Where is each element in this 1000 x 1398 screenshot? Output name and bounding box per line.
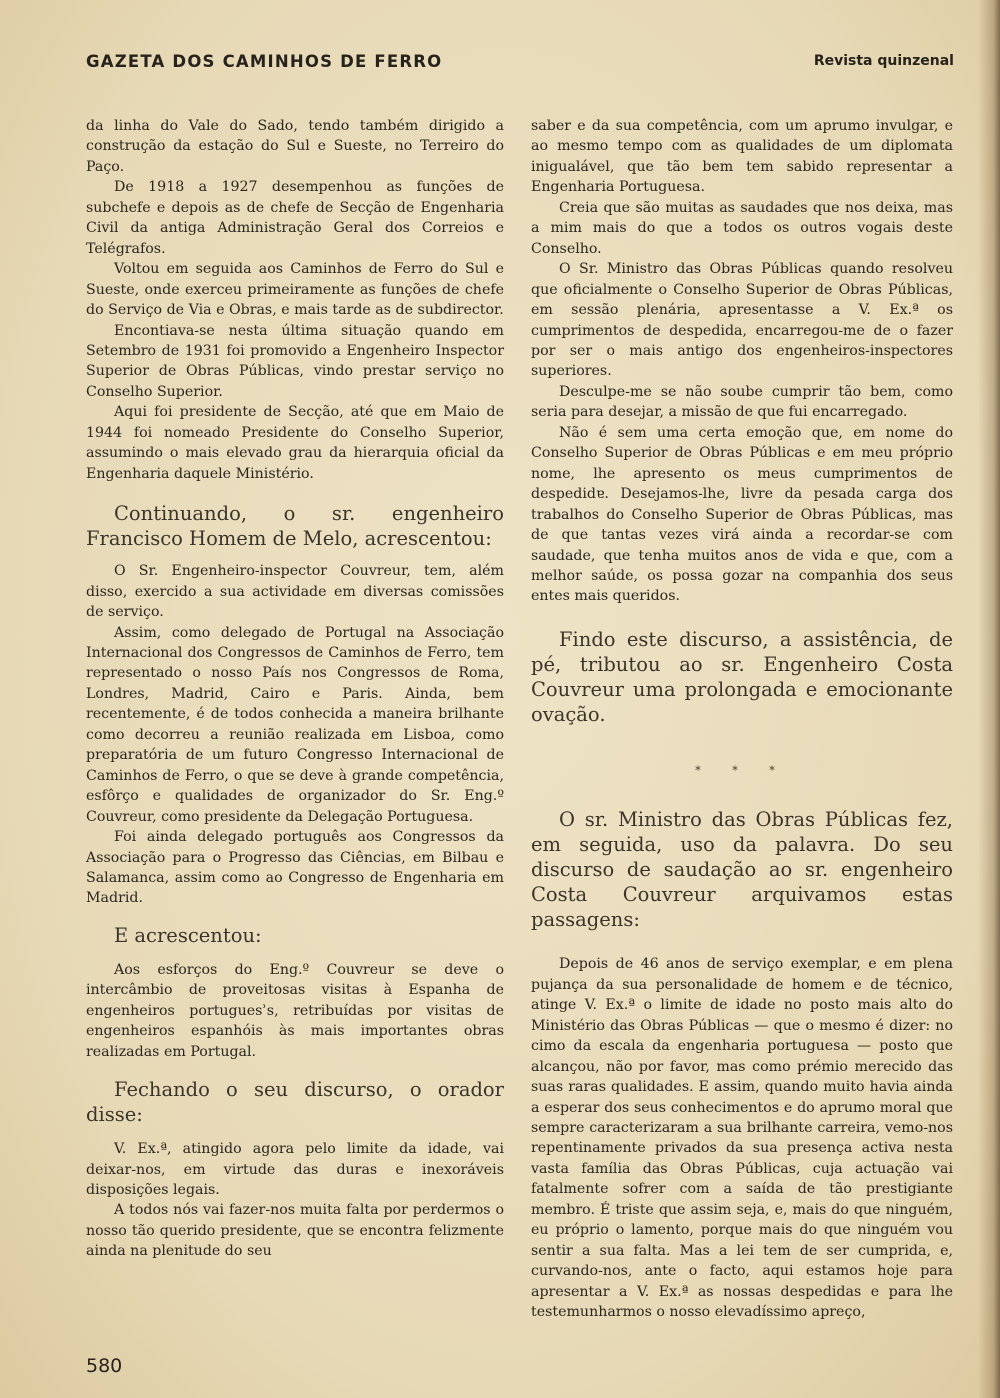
paragraph: saber e da sua competência, com um aprumo invulgar, e ao mesmo tempo com as qualidades de um diplomata inigualável, que tão bem tem sabido representar a Engenharia Portuguesa.	[531, 118, 953, 196]
paragraph: da linha do Vale do Sado, tendo também dirigido a construção da estação do Sul e Sueste, no Terreiro do Paço.	[86, 118, 504, 175]
lead-paragraph: Continuando, o sr. engenheiro Francisco Homem de Melo, acrescentou:	[86, 502, 504, 551]
running-header	[86, 52, 954, 76]
paragraph: De 1918 a 1927 desempenhou as funções de subchefe e depois as de chefe de Secção de Engenharia Civil da antiga Administração Geral dos Correios e Telégrafos.	[86, 179, 504, 257]
journal-subtitle: Revista quinzenal	[813, 53, 954, 69]
paragraph: Foi ainda delegado português aos Congressos da Associação para o Progresso das Ciências, em Bilbau e Salamanca, assim como ao Congresso de Engenharia em Madrid.	[86, 829, 504, 907]
lead-paragraph: O sr. Ministro das Obras Públicas fez, em seguida, uso da palavra. Do seu discurso de saudação ao sr. engenheiro Costa Couvreur arquivamos estas passagens:	[531, 808, 953, 932]
left-column	[86, 116, 504, 1262]
paragraph: O Sr. Ministro das Obras Públicas quando resolveu que oficialmente o Conselho Superior de Obras Públicas, em sessão plenária, apresentasse a V. Ex.ª os cumprimentos de despedida, encarregou-me de o fazer por ser o mais antigo dos engenheiros-inspectores superiores.	[531, 261, 953, 380]
paragraph: Desculpe-me se não soube cumprir tão bem, como seria para desejar, a missão de que fui encarregado.	[531, 383, 953, 421]
lead-paragraph: Fechando o seu discurso, o orador disse:	[86, 1078, 504, 1127]
paragraph: Aqui foi presidente de Secção, até que em Maio de 1944 foi nomeado Presidente do Conselho Superior, assumindo o mais elevado grau da hierarquia oficial da Engenharia daquele Ministério.	[86, 404, 504, 482]
page-edge-shadow	[978, 0, 1000, 1398]
paragraph: Voltou em seguida aos Caminhos de Ferro do Sul e Sueste, onde exerceu primeiramente as funções de chefe do Serviço de Via e Obras, e mais tarde as de subdirector.	[86, 261, 504, 319]
journal-title: GAZETA DOS CAMINHOS DE FERRO	[86, 52, 443, 71]
paragraph: Encontiava-se nesta última situação quando em Setembro de 1931 foi promovido a Engenheiro Inspector Superior de Obras Públicas, vindo prestar serviço no Conselho Superior.	[86, 322, 504, 400]
paragraph: O Sr. Engenheiro-inspector Couvreur, tem, além disso, exercido a sua actividade em diversas comissões de serviço.	[86, 563, 504, 621]
paragraph: Creia que são muitas as saudades que nos deixa, mas a mim mais do que a todos os outros vogais deste Conselho.	[531, 199, 953, 257]
paragraph: Assim, como delegado de Portugal na Associação Internacional dos Congressos de Caminhos de Ferro, tem representado o nosso País nos Congressos de Roma, Londres, Madrid, Cairo e Paris. Ainda, bem recentemente, é de todos conhecida a maneira brilhante como decorreu a reunião realizada em Lisboa, como preparatória de um futuro Congresso Internacional de Caminhos de Ferro, o que se deve à grande competência, esfôrço e qualidades de organizador do Sr. Eng.º Couvreur, como presidente da Delegação Portuguesa.	[86, 624, 504, 825]
paragraph: A todos nós vai fazer-nos muita falta por perdermos o nosso tão querido presidente, que se encontra felizmente ainda na plenitude do seu	[86, 1202, 504, 1260]
section-separator: * * *	[695, 763, 789, 777]
paragraph: Não é sem uma certa emoção que, em nome do Conselho Superior de Obras Públicas e em meu próprio nome, lhe apresento os meus cumprimentos de despedidɐ. Desejamos-lhe, livre da pesada carga dos trabalhos do Conselho Superior de Obras Públicas, mas de que tantas vezes virá ainda a recordar-se com saudade, que tenha muitos anos de vida e que, com a melhor saúde, os possa gozar na companhia dos seus entes mais queridos.	[531, 424, 953, 605]
paragraph: Aos esforços do Eng.º Couvreur se deve o intercâmbio de proveitosas visitas à Espanha de engenheiros portuguesʾs, retribuídas por visitas de engenheiros espanhóis às mais importantes obras realizadas em Portugal.	[86, 961, 504, 1060]
lead-paragraph: Findo este discurso, a assistência, de pé, tributou ao sr. Engenheiro Costa Couvreur uma prolongada e emocionante ovação.	[531, 627, 953, 726]
paragraph: V. Ex.ª, atingido agora pelo limite da idade, vai deixar-nos, em virtude das duras e inexoráveis disposições legais.	[86, 1141, 504, 1199]
page-number: 580	[86, 1355, 123, 1377]
right-column	[531, 116, 953, 1322]
paragraph: Depois de 46 anos de serviço exemplar, e em plena pujança da sua personalidade de homem e de técnico, atinge V. Ex.ª o limite de idade no posto mais alto do Ministério das Obras Públicas — que o mesmo é dizer: no cimo da escala da engenharia portuguesa — posto que alcançou, não por favor, mas como prémio merecido das suas raras qualidades. E assim, quando muito havia ainda a esperar dos seus conhecimentos e do aprumo moral que sempre caracterizaram a sua brilhante carreira, vemo-nos repentinamente privados da sua presença activa nesta vasta família das Obras Públicas, cuja actuação vai fatalmente sofrer com a saída de tão prestigiante membro. É triste que assim seja, e, mais do que ninguém, eu próprio o lamento, porque mais do que ninguém vou sentir a sua falta. Mas a lei tem de ser cumprida, e, curvando-nos, ante o facto, aqui estamos hoje para apresentar a V. Ex.ª as nossas despedidas e para lhe testemunharmos o nosso elevadíssimo apreço,	[531, 956, 953, 1321]
lead-paragraph: E acrescentou:	[114, 923, 262, 947]
